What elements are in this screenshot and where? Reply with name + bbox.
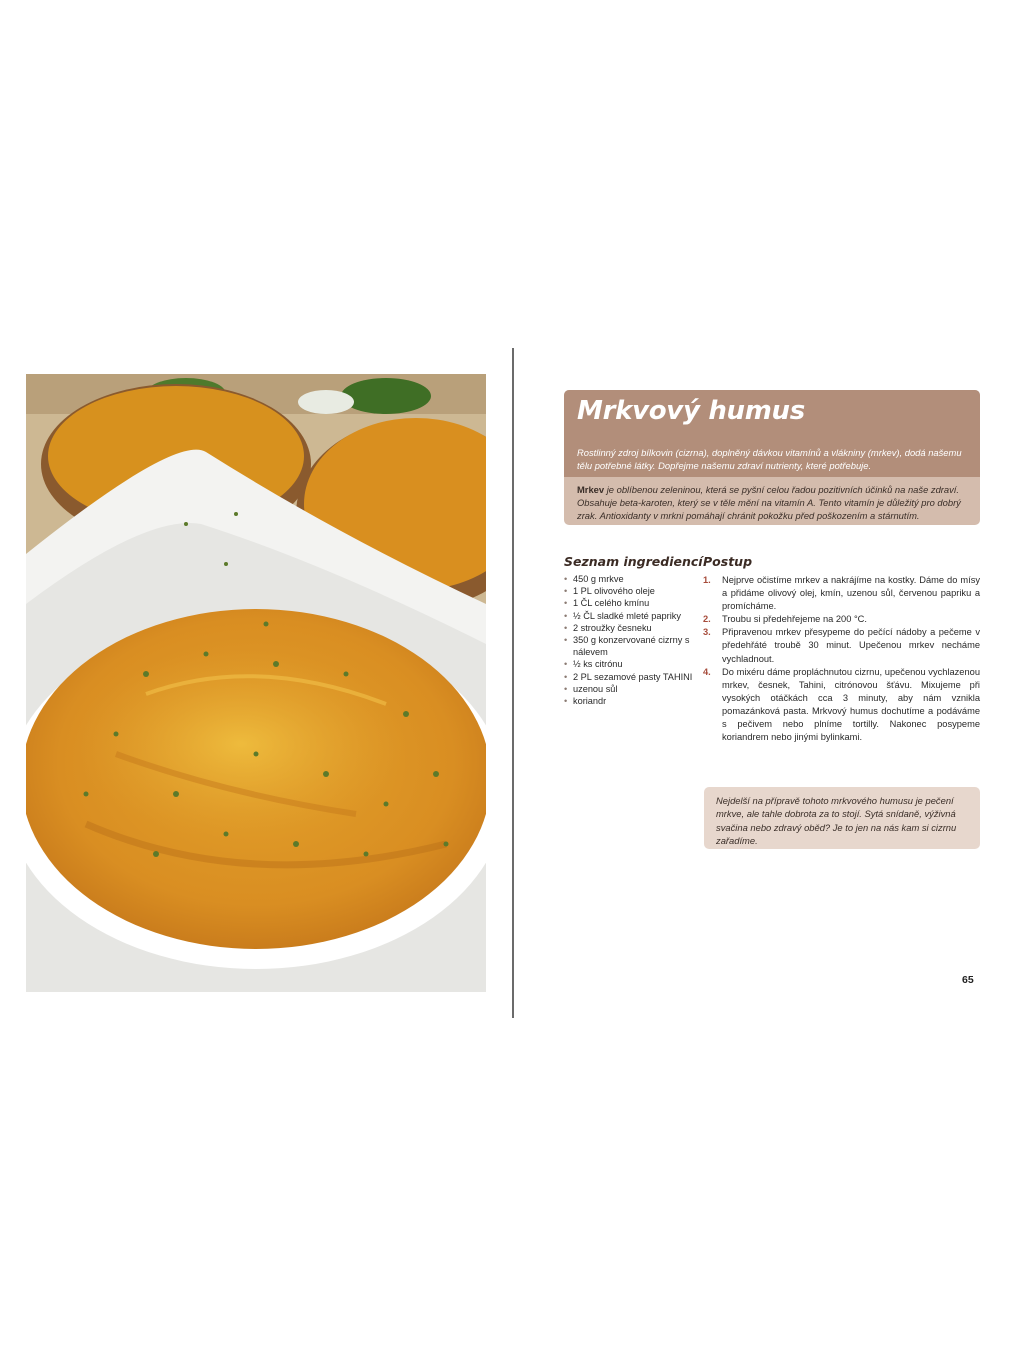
- steps-heading: Postup: [703, 554, 753, 569]
- ingredient-item: • 450 g mrkve: [564, 573, 694, 585]
- ingredient-item: • 2 stroužky česneku: [564, 622, 694, 634]
- recipe-note-text: je oblíbenou zeleninou, která se pyšní celou řadou pozitivních účinků na naše zdraví. Obsahuje beta-karoten, který se v těle mění na vitamín A. Tento vitamín je důležitý pro dobrý zrak. Antioxidanty v mrkni pomáhají chránit pokožku před poškozením a stárnutím.: [577, 484, 961, 521]
- step-text: Nejprve očistíme mrkev a nakrájíme na kostky. Dáme do mísy a přidáme olivový olej, kmín, uzenou sůl, červenou papriku a promícháme.: [722, 575, 980, 612]
- step-number: 4.: [703, 666, 711, 677]
- step-number: 2.: [703, 614, 711, 625]
- ingredient-item: • 1 ČL celého kmínu: [564, 597, 694, 609]
- step-item: [703, 666, 980, 745]
- ingredient-item: • 350 g konzervované cizrny s nálevem: [564, 634, 694, 658]
- step-text: Troubu si předehřejeme na 200 °C.: [722, 614, 867, 625]
- step-item: [703, 613, 980, 626]
- recipe-header-band: [564, 390, 980, 477]
- step-item: [703, 574, 980, 613]
- recipe-title: Mrkvový humus: [577, 396, 805, 426]
- steps-list: [703, 574, 980, 744]
- recipe-note: [564, 477, 980, 522]
- hummus-photo: [26, 374, 486, 992]
- ingredients-heading: Seznam ingrediencí: [564, 554, 703, 569]
- ingredient-item: • 1 PL olivového oleje: [564, 585, 694, 597]
- step-text: Připravenou mrkev přesypeme do pečící nádoby a pečeme v předehřáté troubě 30 minut. Upečenou mrkev necháme vychladnout.: [722, 627, 980, 664]
- recipe-note-bold: Mrkev: [577, 484, 605, 495]
- tip-box: Nejdelší na přípravě tohoto mrkvového humusu je pečení mrkve, ale tahle dobrota za to stojí. Sytá snídaně, výživná svačina nebo zdravý oběd? Je to jen na nás kam si cizrnu zařadíme.: [704, 787, 980, 849]
- step-item: [703, 626, 980, 665]
- book-spine-divider: [512, 348, 514, 1018]
- ingredient-item: • 2 PL sezamové pasty TAHINI: [564, 671, 694, 683]
- recipe-intro: Rostlinný zdroj bílkovin (cizrna), doplněný dávkou vitamínů a vlákniny (mrkev), dodá našemu tělu potřebné látky. Dopřejme našemu zdraví nutrienty, které potřebuje.: [577, 447, 962, 471]
- recipe-header: [564, 390, 980, 525]
- page-number: 65: [962, 974, 974, 986]
- step-text: Do mixéru dáme propláchnutou cizrnu, upečenou vychlazenou mrkev, česnek, Tahini, citrónovou šťávu. Mixujeme při vysokých otáčkách cca 3 minuty, aby nám vznikla pomazánková pasta. Mrkvový humus dochutíme a podáváme s pečivem nebo plníme tortilly. Nakonec posypeme koriandrem nebo jinými bylinkami.: [722, 666, 980, 743]
- ingredients-list: [564, 573, 694, 707]
- step-number: 3.: [703, 627, 711, 638]
- ingredient-item: • ½ ČL sladké mleté papriky: [564, 610, 694, 622]
- ingredient-item: • ½ ks citrónu: [564, 658, 694, 670]
- step-number: 1.: [703, 575, 711, 585]
- ingredient-item: • uzenou sůl: [564, 683, 694, 695]
- ingredient-item: • koriandr: [564, 695, 694, 707]
